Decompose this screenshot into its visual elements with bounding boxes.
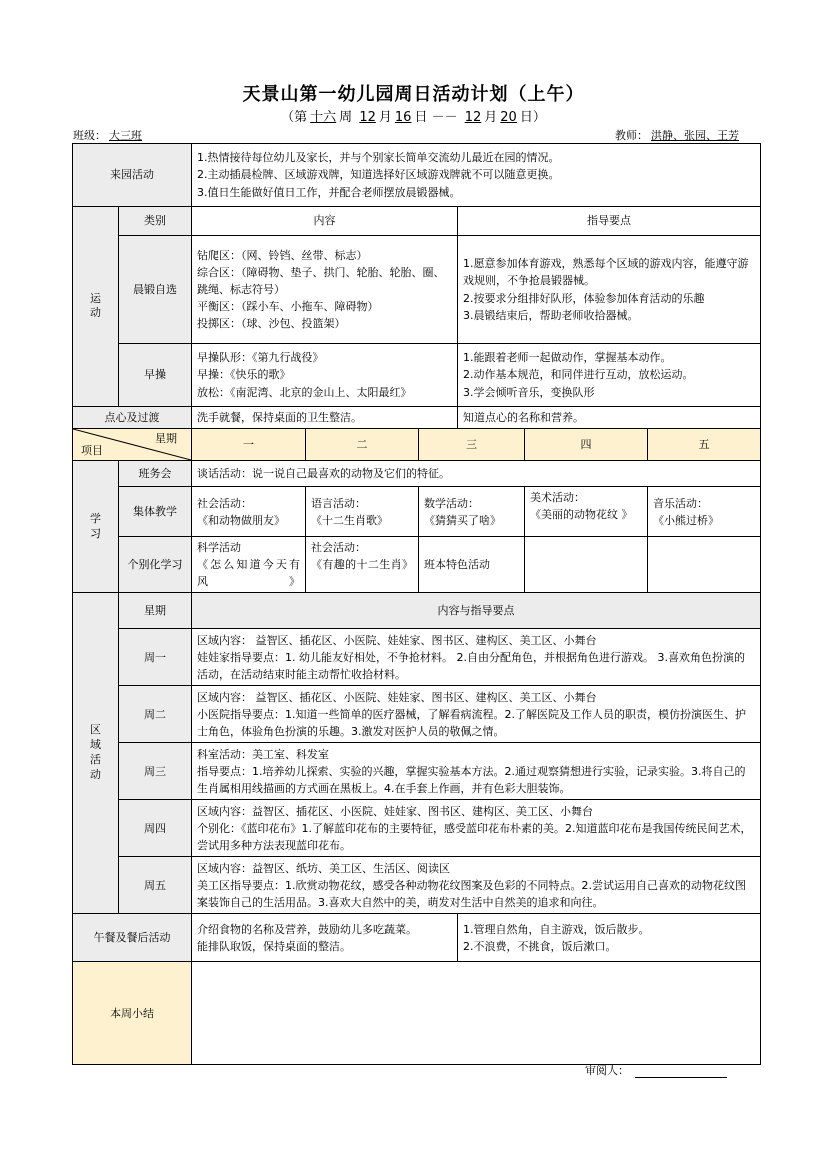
class-label: 班级： <box>73 129 106 142</box>
month-unit-1: 月 <box>378 110 392 125</box>
guide-line: 3.晨锻结束后，帮助老师收拾器械。 <box>463 308 639 322</box>
group-teaching-fri: 音乐活动： 《小熊过桥》 <box>648 487 761 537</box>
summary-row <box>73 962 761 1065</box>
area-content-thu: 区域内容：益智区、插花区、小医院、娃娃家、图书区、建构区、美工区、小舞台 个别化：《蓝印花布》1.了解蓝印花布的主要特征，感受蓝印花布朴素的美。2.知道蓝印花布是我国传统民间艺术，尝试用多种方法表现蓝印花布。 <box>192 800 761 857</box>
morning-drill-guide <box>458 344 761 407</box>
area-day-fri: 周五 <box>119 857 192 914</box>
area-content-header: 内容与指导要点 <box>192 593 761 629</box>
morning-exercise-content <box>192 236 458 344</box>
content-line: 综合区：（障碍物、垫子、拱门、轮胎、轮胎、圈、跳绳、标志符号） <box>197 265 445 296</box>
week-header-top: 星期 <box>155 432 177 446</box>
end-day: 20 <box>500 110 517 125</box>
teacher-value: 洪静、张园、王芳 <box>651 129 739 142</box>
area-day-thu: 周四 <box>119 800 192 857</box>
day-header-fri: 五 <box>648 429 761 461</box>
class-meeting-row <box>73 461 761 487</box>
reviewer-blank[interactable] <box>635 1066 727 1078</box>
area-day-mon: 周一 <box>119 629 192 686</box>
morning-drill-row <box>73 344 761 407</box>
area-day-header: 星期 <box>119 593 192 629</box>
arrival-row <box>73 144 761 207</box>
day-unit-2: 日） <box>519 110 546 125</box>
arrival-item: 2.主动插晨检牌、区域游戏牌，知道选择好区域游戏牌就不可以随意更换。 <box>197 168 560 182</box>
sports-guide-header: 指导要点 <box>458 207 761 236</box>
summary-label: 本周小结 <box>73 962 192 1065</box>
sports-content-header: 内容 <box>192 207 458 236</box>
lunch-label: 午餐及餐后活动 <box>73 914 192 962</box>
week-unit: 周 <box>339 110 353 125</box>
group-teaching-thu: 美术活动： 《美丽的动物花纹 》 <box>525 487 648 537</box>
day-header-mon: 一 <box>192 429 306 461</box>
lunch-left: 介绍食物的名称及营养，鼓励幼儿多吃蔬菜。 能排队取饭，保持桌面的整洁。 <box>192 914 458 962</box>
morning-exercise-label: 晨锻自选 <box>119 236 192 344</box>
content-line: 放松：《南泥湾、北京的金山上、太阳最红》 <box>197 385 412 399</box>
week-header-row <box>73 429 761 461</box>
area-day-wed: 周三 <box>119 743 192 800</box>
class-value: 大三班 <box>109 129 142 142</box>
class-meeting-label: 班务会 <box>119 461 192 487</box>
area-content-wed: 科室活动：美工室、科发室 指导要点：1.培养幼儿探索、实验的兴趣，掌握实验基本方法。2.通过观察猜想进行实验，记录实验。3.将自己的生肖属相用线描画的方式画在黑板上。4.在手套上作画，并有色彩大胆装饰。 <box>192 743 761 800</box>
group-teaching-tue: 语言活动： 《十二生肖歌》 <box>306 487 419 537</box>
reviewer-label: 审阅人： <box>585 1064 629 1077</box>
page-title: 天景山第一幼儿园周日活动计划（上午） <box>242 84 585 105</box>
week-header-bottom: 项目 <box>81 444 103 457</box>
day-unit-1: 日 －－ <box>414 110 458 125</box>
teacher-label: 教师： <box>615 129 648 142</box>
group-teaching-mon: 社会活动： 《和动物做朋友》 <box>192 487 306 537</box>
individual-thu <box>525 537 648 593</box>
area-day-tue: 周二 <box>119 686 192 743</box>
guide-line: 1.能跟着老师一起做动作，掌握基本动作。 <box>463 351 672 365</box>
area-header-row <box>73 593 761 629</box>
group-teaching-wed: 数学活动： 《猜猜买了啥》 <box>419 487 525 537</box>
day-header-tue: 二 <box>306 429 419 461</box>
study-label: 学习 <box>73 461 119 593</box>
guide-line: 1.愿意参加体育游戏，熟悉每个区域的游戏内容，能遵守游戏规则，不争抢晨锻器械。 <box>463 257 749 288</box>
snack-content: 洗手就餐，保持桌面的卫生整洁。 <box>192 407 458 429</box>
content-line: 早操队形：《第九行战役》 <box>197 351 324 365</box>
guide-line: 2.动作基本规范，和同伴进行互动，放松运动。 <box>463 368 694 382</box>
arrival-item: 3.值日生能做好值日工作，并配合老师摆放晨锻器械。 <box>197 185 461 199</box>
sports-header-row <box>73 207 761 236</box>
guide-line: 3.学会倾听音乐，变换队形 <box>463 385 595 399</box>
class-meeting-content: 谈话活动：说一说自己最喜欢的动物及它们的特征。 <box>192 461 761 487</box>
morning-exercise-row <box>73 236 761 344</box>
arrival-item: 1.热情接待每位幼儿及家长，并与个别家长简单交流幼儿最近在园的情况。 <box>197 151 560 165</box>
area-label: 区域活动 <box>73 593 119 914</box>
week-header-corner <box>73 429 192 461</box>
arrival-label: 来园活动 <box>73 144 192 207</box>
snack-row <box>73 407 761 429</box>
week-number: 十六 <box>310 110 337 125</box>
summary-content[interactable] <box>192 962 761 1065</box>
month-unit-2: 月 <box>484 110 498 125</box>
sports-label: 运动 <box>73 207 119 407</box>
lunch-row <box>73 914 761 962</box>
end-month: 12 <box>464 110 482 125</box>
arrival-content <box>192 144 761 207</box>
area-row-fri <box>73 857 761 914</box>
group-teaching-label: 集体教学 <box>119 487 192 537</box>
area-row-tue <box>73 686 761 743</box>
area-row-wed <box>73 743 761 800</box>
individual-wed: 班本特色活动 <box>419 537 525 593</box>
class-info <box>73 127 178 143</box>
snack-guide: 知道点心的名称和营养。 <box>458 407 761 429</box>
area-content-tue: 区域内容： 益智区、插花区、小医院、娃娃家、图书区、建构区、美工区、小舞台 小医院指导要点：1.知道一些简单的医疗器械，了解看病流程。2.了解医院及工作人员的职责，模仿扮演医生、护士角色，体验角色扮演的乐趣。3.激发对医护人员的敬佩之情。 <box>192 686 761 743</box>
guide-line: 2.按要求分组排好队形，体验参加体育活动的乐趣 <box>463 291 705 305</box>
content-line: 平衡区：（踩小车、小拖车、障碍物） <box>197 300 379 314</box>
group-teaching-row <box>73 487 761 537</box>
teacher-info <box>615 127 751 143</box>
individual-label: 个别化学习 <box>119 537 192 593</box>
morning-drill-label: 早操 <box>119 344 192 407</box>
lunch-right: 1.管理自然角，自主游戏，饭后散步。 2.不浪费，不挑食，饭后漱口。 <box>458 914 761 962</box>
content-line: 钻爬区：（网、铃铛、丝带、标志） <box>197 248 368 262</box>
sports-type-header: 类别 <box>119 207 192 236</box>
individual-fri <box>648 537 761 593</box>
start-day: 16 <box>394 110 412 125</box>
morning-exercise-guide <box>458 236 761 344</box>
individual-row <box>73 537 761 593</box>
content-line: 早操：《快乐的歌》 <box>197 368 291 382</box>
content-line: 投掷区：（球、沙包、投篮架） <box>197 317 346 331</box>
area-row-thu <box>73 800 761 857</box>
area-row-mon <box>73 629 761 686</box>
individual-mon: 科学活动 《怎么知道今天有风》 <box>192 537 306 593</box>
snack-label: 点心及过渡 <box>73 407 192 429</box>
area-content-mon: 区域内容： 益智区、插花区、小医院、娃娃家、图书区、建构区、美工区、小舞台 娃娃家指导要点：1. 幼儿能友好相处，不争抢材料。 2.自由分配角色，并根据角色进行游戏。 3.喜欢角色扮演的活动，在活动结束时能主动帮忙收拾材料。 <box>192 629 761 686</box>
reviewer-field <box>585 1062 727 1078</box>
area-content-fri: 区域内容：益智区、纸坊、美工区、生活区、阅读区 美工区指导要点：1.欣赏动物花纹，感受各种动物花纹图案及色彩的不同特点。2.尝试运用自己喜欢的动物花纹图案装饰自己的生活用品。3.喜欢大自然中的美，萌发对生活中自然美的追求和向往。 <box>192 857 761 914</box>
morning-drill-content <box>192 344 458 407</box>
day-header-wed: 三 <box>419 429 525 461</box>
activity-plan-table <box>72 143 761 1065</box>
individual-tue: 社会活动： 《有趣的十二生肖》 <box>306 537 419 593</box>
subtitle-open: （第 <box>281 110 308 125</box>
start-month: 12 <box>359 110 376 125</box>
day-header-thu: 四 <box>525 429 648 461</box>
date-range <box>0 106 827 125</box>
